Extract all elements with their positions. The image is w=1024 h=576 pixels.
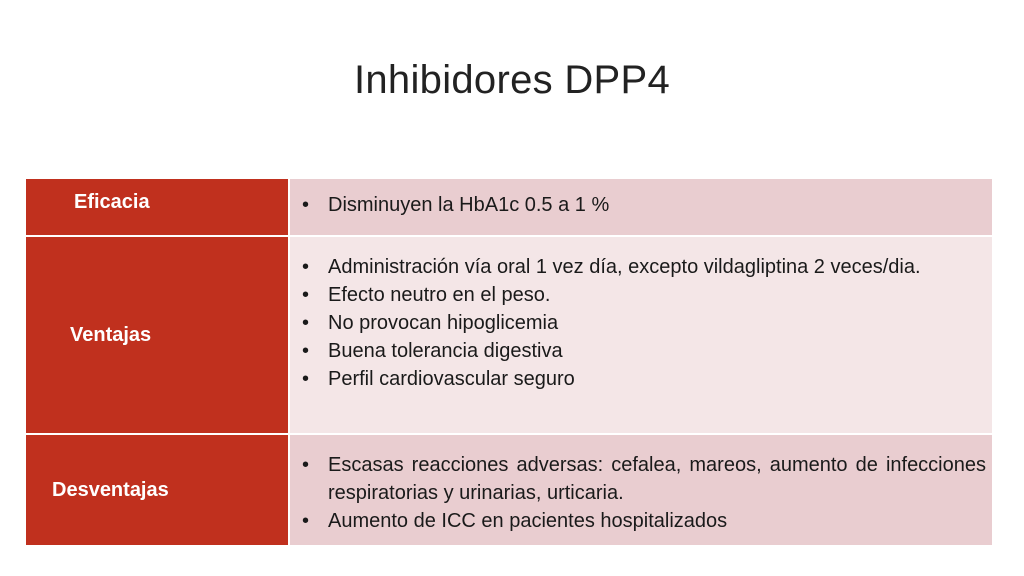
row-content [290, 435, 992, 545]
slide-title: Inhibidores DPP4 [353, 58, 671, 102]
bullet-item: • Buena tolerancia digestiva [298, 337, 986, 365]
bullet-item: • Efecto neutro en el peso. [298, 281, 986, 309]
bullet-list [298, 191, 986, 219]
bullet-item: • Disminuyen la HbA1c 0.5 a 1 % [298, 191, 986, 219]
bullet-item: • No provocan hipoglicemia [298, 309, 986, 337]
row-label: Eficacia [26, 179, 288, 235]
row-label: Ventajas [26, 237, 288, 433]
row-content [290, 179, 992, 235]
bullet-list [298, 451, 986, 535]
bullet-list [298, 253, 986, 393]
comparison-table [26, 179, 992, 545]
table-row-ventajas [26, 237, 992, 433]
bullet-item: • Escasas reacciones adversas: cefalea, mareos, aumento de infecciones respiratorias y urinarias, urticaria. [298, 451, 986, 507]
row-label: Desventajas [26, 435, 288, 545]
table-row-desventajas [26, 435, 992, 545]
table-row-eficacia [26, 179, 992, 235]
bullet-item: • Aumento de ICC en pacientes hospitalizados [298, 507, 986, 535]
bullet-item: • Perfil cardiovascular seguro [298, 365, 986, 393]
row-content [290, 237, 992, 433]
bullet-item: • Administración vía oral 1 vez día, excepto vildagliptina 2 veces/dia. [298, 253, 986, 281]
